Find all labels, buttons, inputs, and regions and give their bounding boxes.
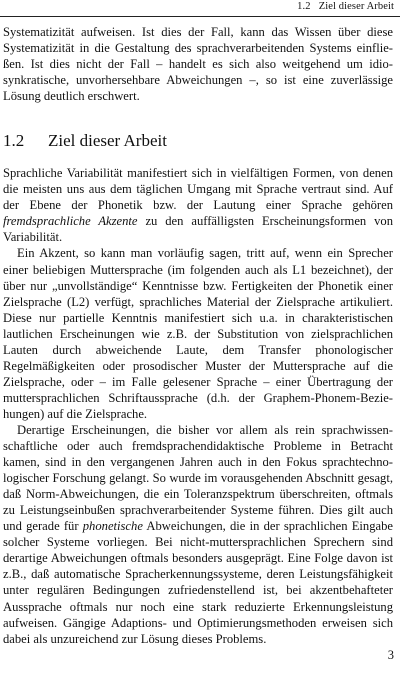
top-paragraph: Systematizität aufweisen. Ist dies der Fall, kann das Wissen über diese Systematizität in die Gestaltung des sprachverarbeitenden Systems einfließen. Ist dies nicht der Fall – handelt es sich also weitgehend um idiosynkratische, unvorhersehbare Abweichungen –, so ist eine zuverlässige Lösung deutlich erschwert. (3, 25, 393, 104)
paragraph-1-emphasis: fremdsprachliche Akzente (3, 214, 138, 229)
running-header (0, 0, 400, 20)
page-number: 3 (387, 648, 394, 662)
paragraph-2 (3, 245, 393, 422)
paragraph-3 (3, 422, 393, 647)
section-number: 1.2 (3, 131, 25, 151)
running-head-text: 1.2 Ziel dieser Arbeit (297, 1, 394, 12)
section-heading (3, 131, 393, 151)
paragraph-1 (3, 165, 393, 245)
paragraph-3-text-a: Derartige Erscheinungen, die bisher vor allem als rein sprachwissenschaftliche oder auch fremdsprachendidaktische Probleme in Betracht kamen, sind in den vergangenen Jahren auch in den Fokus sprachtechnologischer Forschung gelangt. So wurde im vorausgehenden Abschnitt gesagt, daß Norm-Abweichungen, die ein Toleranzspektrum überschreiten, oftmals zu Leistungseinbußen sprachverarbeitender Systeme führen. Dies gilt auch und gerade für (3, 422, 393, 534)
paragraph-2-text: Ein Akzent, so kann man vorläufig sagen, tritt auf, wenn ein Sprecher einer beliebigen Muttersprache (im folgenden auch als L1 bezeichnet), der über nur „unvollständige“ Kenntnisse bzw. Fertigkeiten der Phonetik einer Zielsprache (L2) verfügt, sprachliches Material der Zielsprache artikuliert. Diese nur partielle Kenntnis manifestiert sich u.a. in charakteristischen lautlichen Erscheinungen wie z.B. der Substitution von zielsprachlichen Lauten durch abweichende Laute, dem Transfer phonologischer Regelmäßigkeiten oder prosodischer Muster der Muttersprache auf die Zielsprache, oder – im Falle gelesener Sprache – einer Übertragung der muttersprachlichen Schriftaussprache (d.h. der Graphem-Phonem-Beziehungen) auf die Zielsprache. (3, 246, 393, 421)
header-rule (0, 16, 400, 17)
body-text (3, 24, 393, 647)
paragraph-3-emphasis: phonetische (82, 519, 143, 534)
paragraph-1-text-b: zu den auffälligsten Erscheinungsformen von Variabilität. (3, 214, 394, 245)
paragraph-1-text-a: Sprachliche Variabilität manifestiert sich in vielfältigen Formen, von denen die meisten uns aus dem täglichen Umgang mit Sprache vertraut sind. Auf der Ebene der Phonetik bzw. der Lautung einer Sprache gehören (3, 166, 393, 213)
paragraph-3-text-b: Abweichungen, die in der sprachlichen Eingabe solcher Systeme vorliegen. Bei nicht-muttersprachlichen Sprechern sind derartige Abweichungen oftmals besonders ausgeprägt. Eine Folge davon ist z.B., daß automatische Spracherkennungssysteme, deren Leistungsfähigkeit unter regulären Bedingungen zufriedenstellend ist, bei akzentbehafteter Aussprache oftmals nur noch eine stark reduzierte Erkennungsleistung aufweisen. Gängige Adaptions- und Optimierungsmethoden erweisen sich dabei als unzureichend zur Lösung dieses Problems. (3, 519, 393, 646)
section-title: Ziel dieser Arbeit (48, 131, 167, 151)
